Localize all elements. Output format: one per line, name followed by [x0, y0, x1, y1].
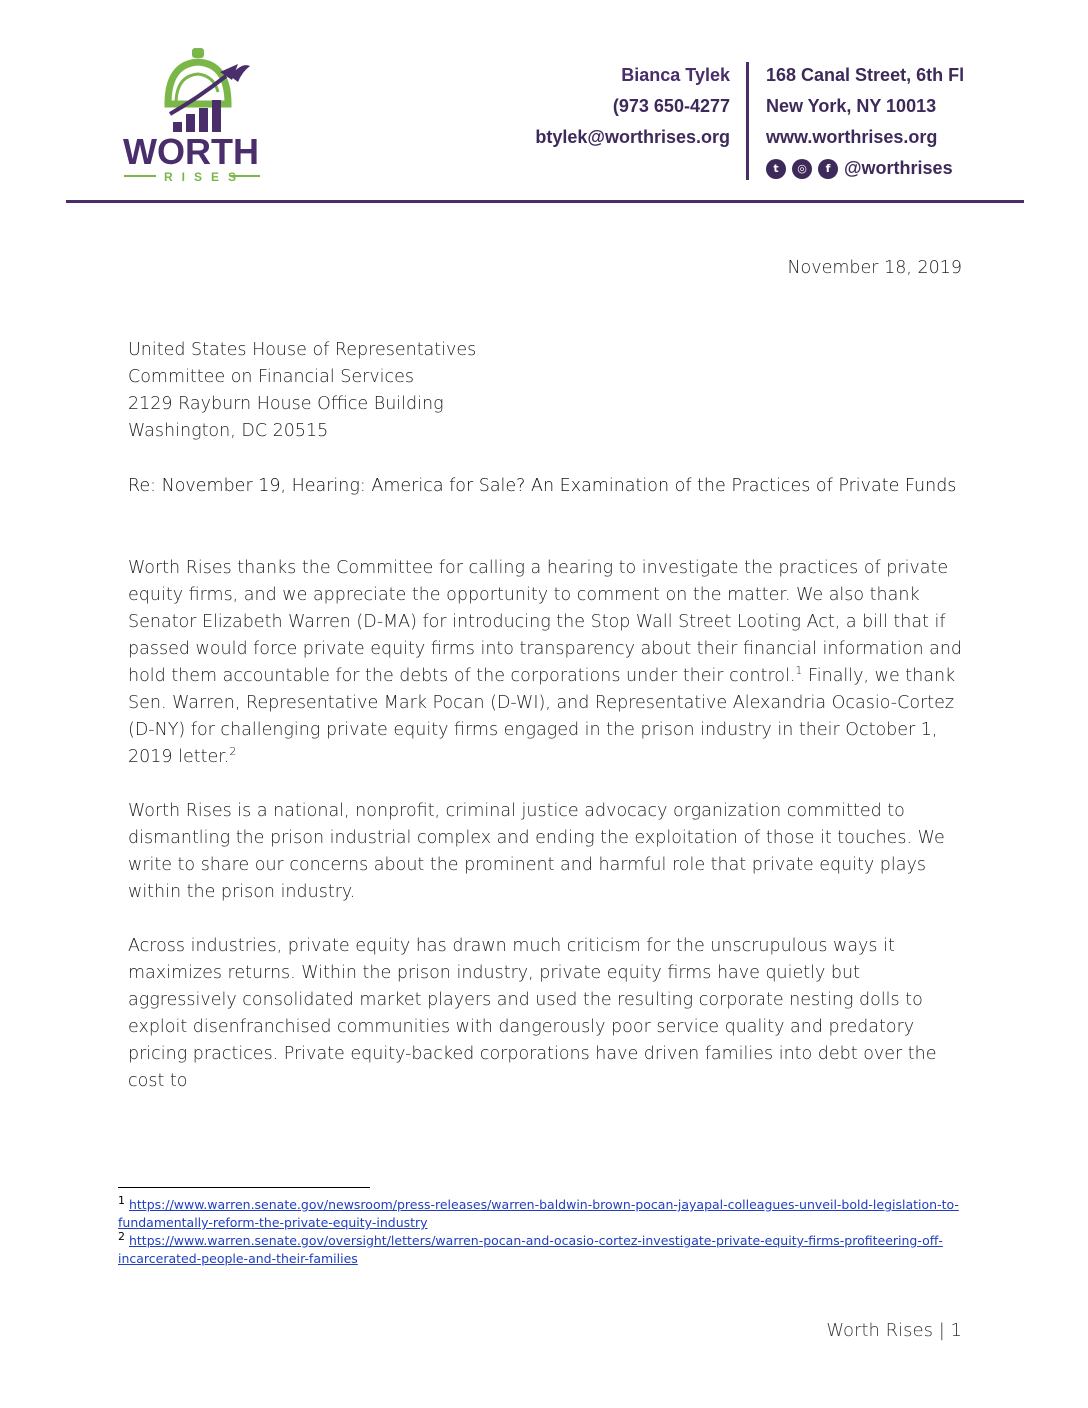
- footnote-marker[interactable]: 1: [795, 664, 803, 678]
- footnote: [118, 1229, 978, 1268]
- paragraph: Worth Rises is a national, nonprofit, criminal justice advocacy organization committed to dismantling the prison industrial complex and ending the exploitation of those it touches. We write to share our concerns about the prominent and harmful role that private equity plays within the prison industry.: [128, 801, 945, 902]
- logo-wordmark: WORTH: [123, 131, 259, 172]
- social-handle[interactable]: @worthrises: [844, 158, 953, 178]
- footnote-rule: [118, 1187, 370, 1188]
- org-city: New York, NY 10013: [766, 96, 937, 116]
- logo-graphic-icon: [118, 42, 268, 182]
- letter-date: November 18, 2019: [787, 258, 962, 278]
- recipient-address: [128, 337, 828, 445]
- sender-email[interactable]: btylek@worthrises.org: [535, 127, 730, 147]
- footer-org: Worth Rises: [826, 1320, 933, 1341]
- subject-line: Re: November 19, Hearing: America for Sale? An Examination of the Practices of Private Funds: [128, 476, 957, 496]
- org-street: 168 Canal Street, 6th Fl: [766, 65, 965, 85]
- paragraph-text: Worth Rises thanks the Committee for calling a hearing to investigate the practices of private equity firms, and we appreciate the opportunity to comment on the matter. We also thank Senator Elizabeth Warren (D-MA) for introducing the Stop Wall Street Looting Act, a bill that if passed would force private equity firms into transparency about their financial information and hold them accountable for the debts of the corporations under their control.: [128, 558, 963, 686]
- worth-rises-logo: [118, 42, 268, 182]
- facebook-icon[interactable]: f: [818, 159, 838, 179]
- contact-divider: [746, 62, 749, 180]
- header-rule: [66, 200, 1024, 203]
- footnote-number: 2: [118, 1229, 125, 1243]
- footer-separator: |: [938, 1320, 945, 1341]
- twitter-icon[interactable]: t: [766, 159, 786, 179]
- footnote-link[interactable]: https://www.warren.senate.gov/newsroom/press-releases/warren-baldwin-brown-pocan-jayapal-colleagues-unveil-bold-legislation-to-fundamentally-reform-the-private-equity-industry: [118, 1197, 959, 1230]
- address-line: Washington, DC 20515: [128, 421, 329, 441]
- logo-tagline: RISES: [164, 170, 246, 182]
- paragraph: [128, 555, 973, 771]
- paragraph: Across industries, private equity has drawn much criticism for the unscrupulous ways it maximizes returns. Within the prison industry, private equity firms have quietly but aggressively consolidated market players and used the resulting corporate nesting dolls to exploit disenfranchised communities with dangerously poor service quality and predatory pricing practices. Private equity-backed corporations have driven families into debt over the cost to: [128, 936, 937, 1091]
- sender-contact: [535, 60, 730, 153]
- footnote-link[interactable]: https://www.warren.senate.gov/oversight/letters/warren-pocan-and-ocasio-cortez-investigate-private-equity-firms-profiteering-off-incarcerated-people-and-their-families: [118, 1233, 943, 1266]
- page-footer: [826, 1320, 962, 1341]
- paragraph-text: Finally, we thank Sen. Warren, Representative Mark Pocan (D-WI), and Representative Alexandria Ocasio-Cortez (D-NY) for challenging private equity firms engaged in the prison industry in their October 1, 2019 letter.: [128, 666, 956, 767]
- organization-contact: [766, 60, 964, 184]
- sender-phone: (973 650-4277: [612, 96, 730, 116]
- footnotes: [118, 1193, 978, 1268]
- social-row: [766, 153, 964, 184]
- address-line: United States House of Representatives: [128, 340, 477, 360]
- footnote: [118, 1193, 978, 1232]
- org-website[interactable]: www.worthrises.org: [766, 127, 938, 147]
- address-line: 2129 Rayburn House Office Building: [128, 394, 444, 414]
- address-line: Committee on Financial Services: [128, 367, 415, 387]
- footnote-marker[interactable]: 2: [229, 745, 237, 759]
- instagram-icon[interactable]: ◎: [792, 159, 812, 179]
- sender-name: Bianca Tylek: [621, 65, 730, 85]
- footnote-number: 1: [118, 1193, 125, 1207]
- page-number: 1: [950, 1320, 962, 1341]
